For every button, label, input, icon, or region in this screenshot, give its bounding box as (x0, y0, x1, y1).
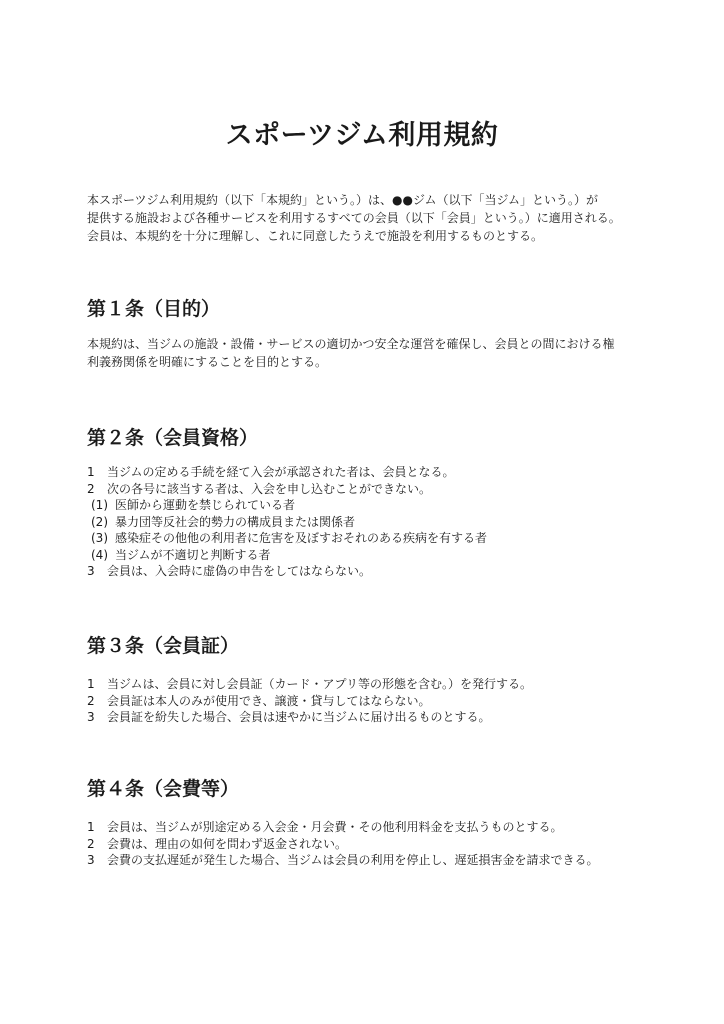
list-item (87, 563, 487, 580)
item-number: 2 (87, 481, 95, 496)
item-text: 次の各号に該当する者は、入会を申し込むことができない。 (107, 481, 432, 496)
item-text: 会員証を紛失した場合、会員は速やかに当ジムに届け出るものとする。 (107, 710, 491, 724)
article-2-list (87, 464, 487, 580)
document-title: スポーツジム利用規約 (225, 120, 499, 151)
sub-list-item (87, 497, 487, 514)
item-number: (2) (91, 514, 108, 529)
item-text: 会費の支払遅延が発生した場合、当ジムは会員の利用を停止し、遅延損害金を請求できる。 (107, 853, 599, 867)
item-text: 会員は、入会時に虚偽の申告をしてはならない。 (107, 564, 372, 578)
intro-line: 本スポーツジム利用規約（以下「本規約」という。）は、●●ジム（以下「当ジム」という。）が (87, 193, 599, 207)
item-text: 暴力団等反社会的勢力の構成員または関係者 (115, 514, 356, 529)
item-text: 当ジムが不適切と判断する者 (115, 547, 271, 562)
item-number: 3 (87, 853, 95, 867)
item-number: 3 (87, 710, 95, 724)
list-item (87, 852, 599, 869)
article-4-heading: 第４条（会費等） (87, 778, 240, 800)
intro-paragraph (87, 191, 667, 245)
sub-list-item (87, 547, 487, 564)
sub-list-item (87, 514, 487, 531)
article-3-heading: 第３条（会員証） (87, 635, 240, 657)
list-item (87, 481, 487, 498)
article-4-list (87, 819, 599, 869)
sub-list-item (87, 530, 487, 547)
list-item (87, 709, 532, 726)
article-2-heading: 第２条（会員資格） (87, 427, 259, 449)
item-number: 3 (87, 564, 95, 578)
item-number: (4) (91, 547, 108, 562)
item-number: (3) (91, 531, 108, 545)
article-3-list (87, 676, 532, 726)
item-number: 1 (87, 820, 95, 834)
item-text: 医師から運動を禁じられている者 (115, 498, 296, 512)
list-item (87, 676, 532, 693)
item-text: 感染症その他他の利用者に危害を及ぼすおそれのある疾病を有する者 (115, 531, 488, 545)
list-item (87, 836, 599, 853)
item-number: (1) (91, 498, 108, 512)
item-number: 1 (87, 677, 95, 691)
item-number: 2 (87, 693, 95, 708)
article-1-body (87, 335, 667, 371)
intro-line: 提供する施設および各種サービスを利用するすべての会員（以下「会員」という。）に適用される。 (87, 211, 621, 225)
item-text: 会員証は本人のみが使用でき、譲渡・貸与してはならない。 (107, 693, 431, 708)
item-text: 当ジムの定める手続を経て入会が承認された者は、会員となる。 (107, 465, 455, 479)
intro-line: 会員は、本規約を十分に理解し、これに同意したうえで施設を利用するものとする。 (87, 229, 544, 243)
article-1-body-line: 本規約は、当ジムの施設・設備・サービスの適切かつ安全な運営を確保し、会員との間における権 (87, 337, 615, 351)
list-item (87, 464, 487, 481)
item-number: 2 (87, 836, 95, 851)
item-text: 会員は、当ジムが別途定める入会金・月会費・その他利用料金を支払うものとする。 (107, 820, 563, 834)
list-item (87, 693, 532, 710)
list-item (87, 819, 599, 836)
item-number: 1 (87, 465, 95, 479)
item-text: 当ジムは、会員に対し会員証（カード・アプリ等の形態を含む。）を発行する。 (107, 677, 533, 691)
item-text: 会費は、理由の如何を問わず返金されない。 (107, 836, 348, 851)
article-1-heading: 第１条（目的） (87, 298, 221, 320)
article-1-body-line: 利義務関係を明確にすることを目的とする。 (87, 355, 328, 369)
